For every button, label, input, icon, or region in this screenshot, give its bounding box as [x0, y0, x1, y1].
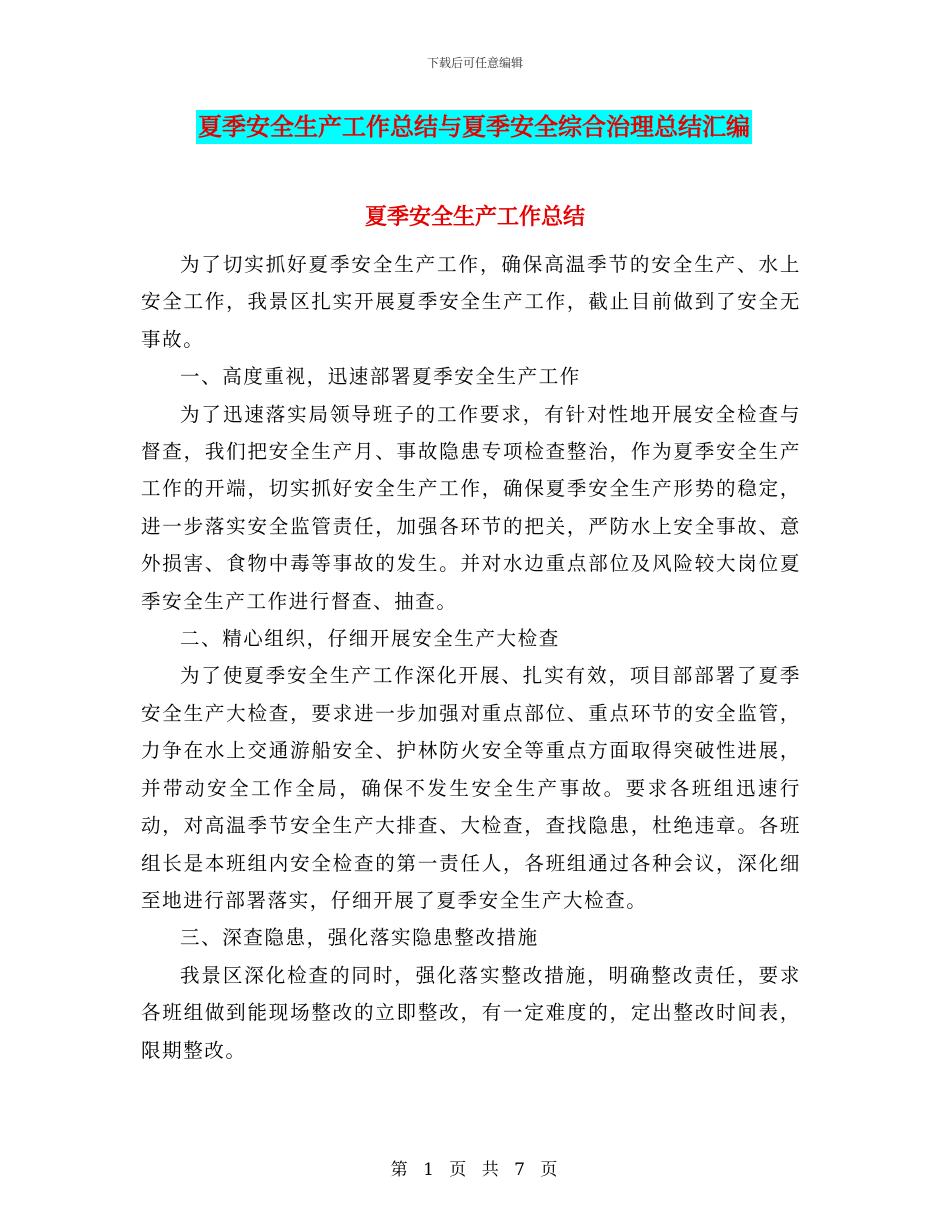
section-heading-3: 三、深查隐患，强化落实隐患整改措施: [180, 926, 539, 950]
page-footer: 第 1 页 共 7 页: [390, 1160, 560, 1180]
document-body: [141, 246, 801, 1069]
body-paragraph-3: 我景区深化检查的同时，强化落实整改措施，明确整改责任，要求各班组做到能现场整改的立即整改，有一定难度的，定出整改时间表，限期整改。: [141, 963, 801, 1062]
body-paragraph-1: 为了迅速落实局领导班子的工作要求，有针对性地开展安全检查与督查，我们把安全生产月、事故隐患专项检查整治，作为夏季安全生产工作的开端，切实抓好安全生产工作，确保夏季安全生产形势的稳定，进一步落实安全监管责任，加强各环节的把关，严防水上安全事故、意外损害、食物中毒等事故的发生。并对水边重点部位及风险较大岗位夏季安全生产工作进行督查、抽查。: [141, 402, 801, 613]
main-title: 夏季安全生产工作总结与夏季安全综合治理总结汇编: [196, 110, 752, 144]
section-title: 夏季安全生产工作总结: [364, 205, 585, 230]
header-note: 下载后可任意编辑: [426, 56, 523, 70]
section-heading-1: 一、高度重视，迅速部署夏季安全生产工作: [180, 365, 581, 389]
body-paragraph-2: 为了使夏季安全生产工作深化开展、扎实有效，项目部部署了夏季安全生产大检查，要求进一步加强对重点部位、重点环节的安全监管，力争在水上交通游船安全、护林防火安全等重点方面取得突破性进展，并带动安全工作全局，确保不发生安全生产事故。要求各班组迅速行动，对高温季节安全生产大排查、大检查，查找隐患，杜绝违章。各班组长是本班组内安全检查的第一责任人，各班组通过各种会议，深化细至地进行部署落实，仔细开展了夏季安全生产大检查。: [141, 664, 801, 912]
intro-paragraph: 为了切实抓好夏季安全生产工作，确保高温季节的安全生产、水上安全工作，我景区扎实开展夏季安全生产工作，截止目前做到了安全无事故。: [141, 253, 801, 351]
section-heading-2: 二、精心组织，仔细开展安全生产大检查: [180, 627, 560, 651]
